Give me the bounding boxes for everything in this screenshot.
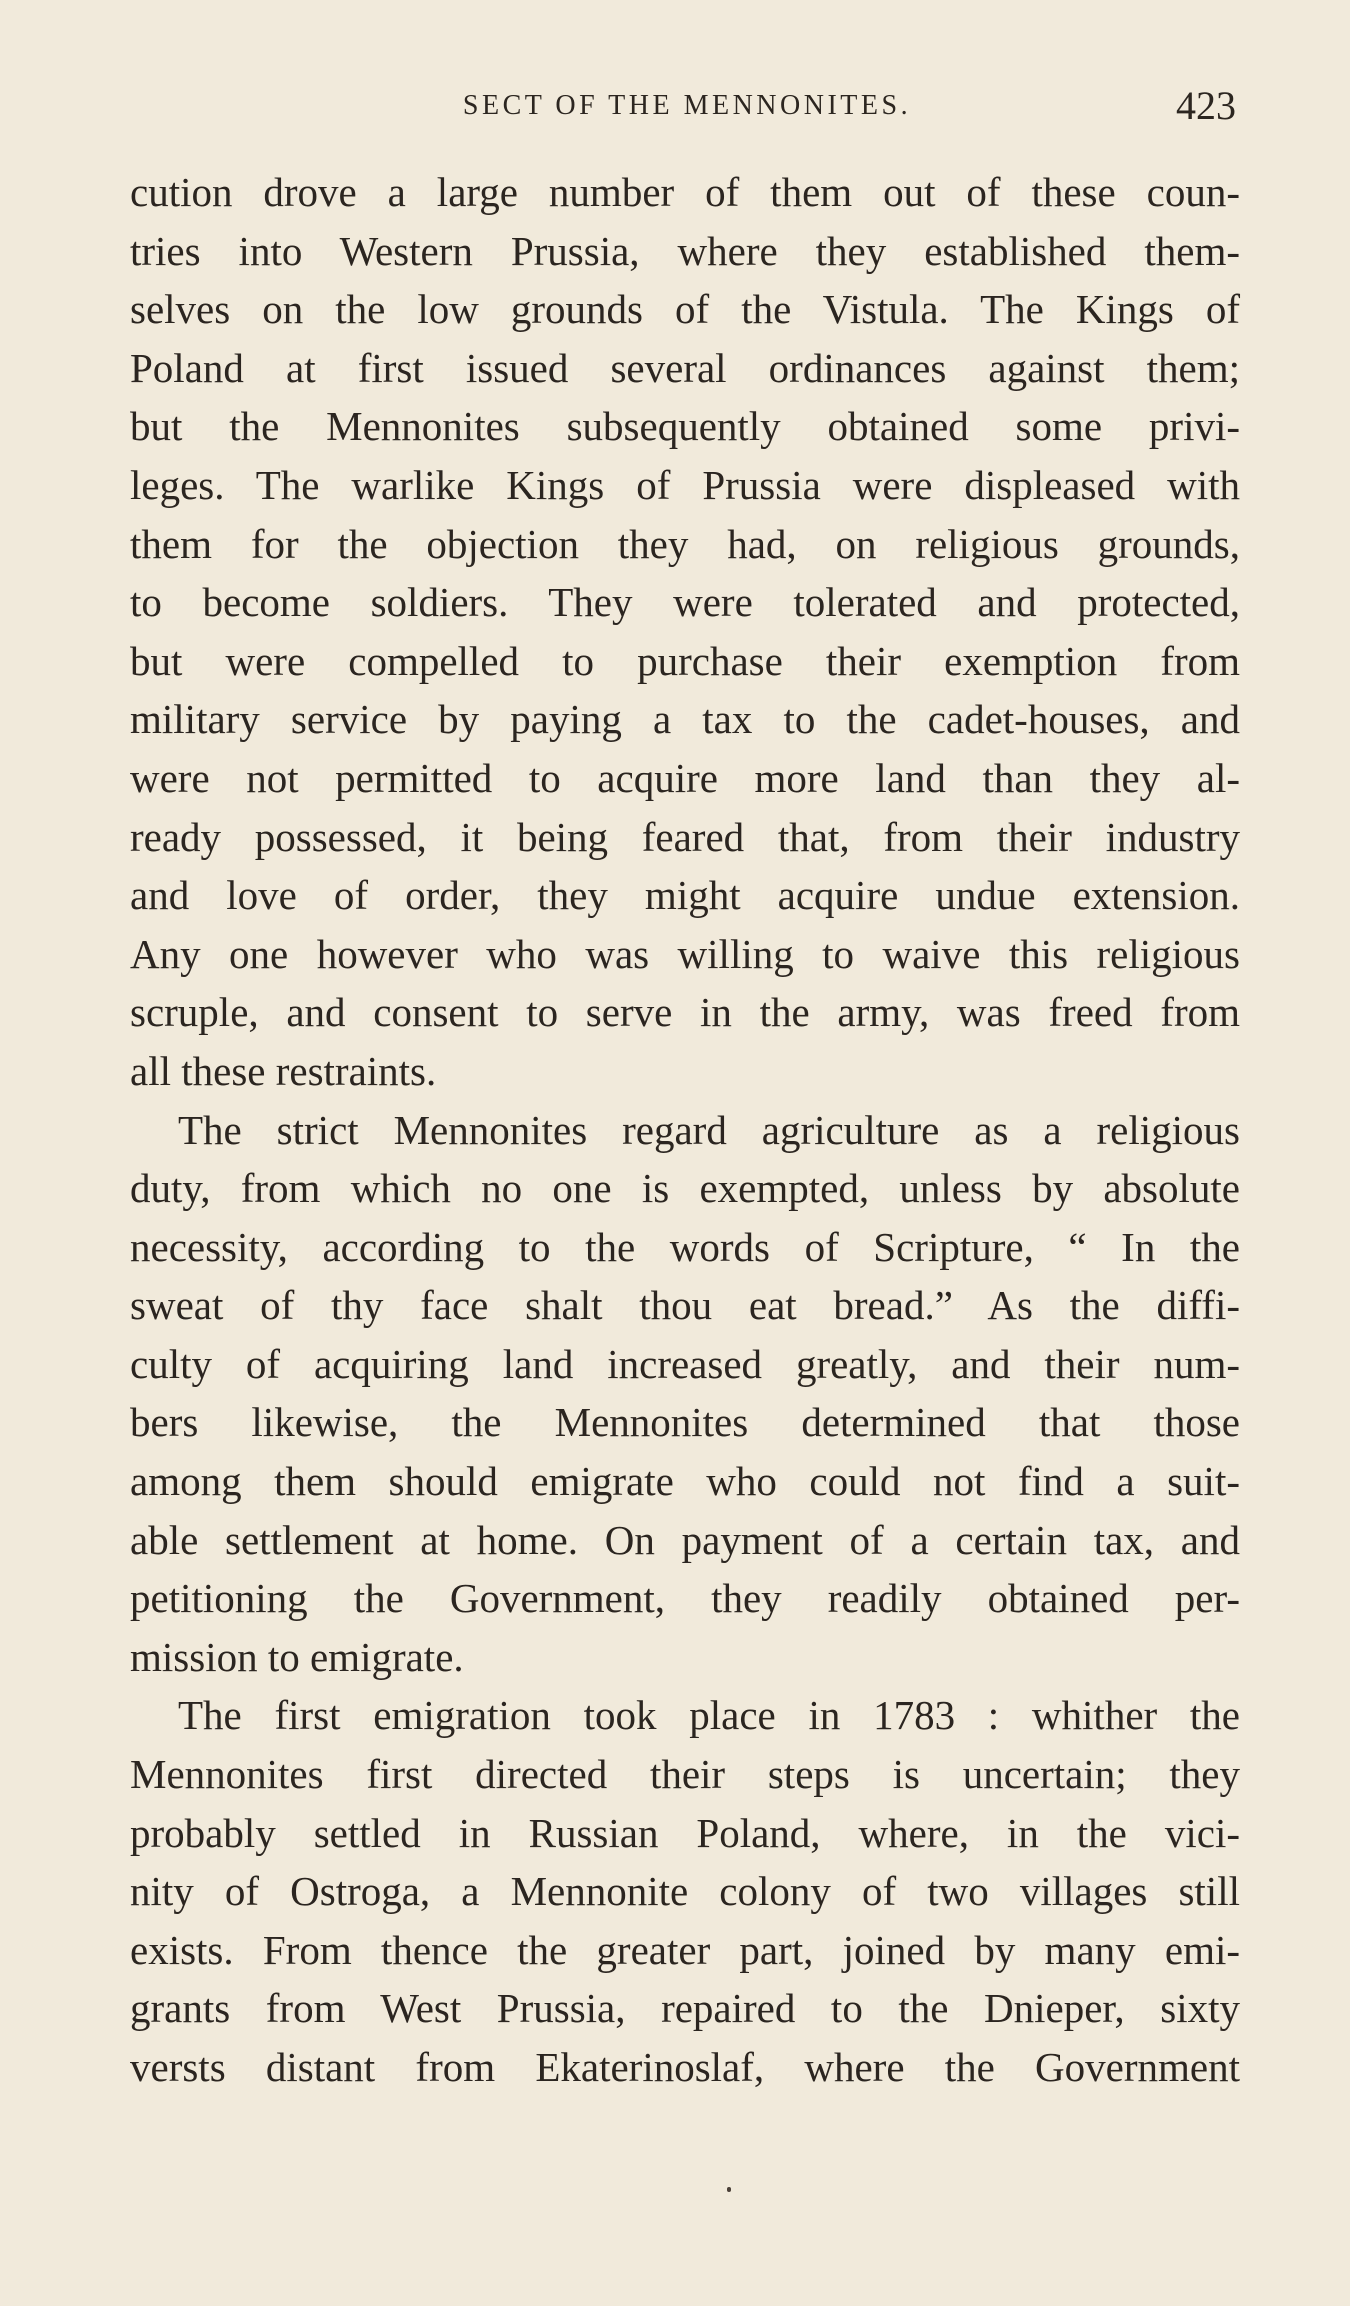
- body-text: [130, 163, 1240, 2097]
- text-line: among them should emigrate who could not find a suit-: [130, 1458, 1240, 1505]
- text-line: but the Mennonites subsequently obtained some privi-: [130, 403, 1240, 450]
- text-line: ready possessed, it being feared that, from their industry: [130, 813, 1240, 860]
- text-line: probably settled in Russian Poland, where, in the vici-: [130, 1809, 1240, 1856]
- text-line: scruple, and consent to serve in the army, was freed from: [130, 989, 1240, 1036]
- text-line: necessity, according to the words of Scripture, “ In the: [130, 1223, 1240, 1270]
- text-line: Mennonites first directed their steps is uncertain; they: [130, 1751, 1240, 1798]
- text-line: but were compelled to purchase their exemption from: [130, 637, 1240, 684]
- text-line: versts distant from Ekaterinoslaf, where the Government: [130, 2044, 1240, 2090]
- text-line: tries into Western Prussia, where they established them-: [130, 227, 1240, 274]
- text-line: them for the objection they had, on religious grounds,: [130, 520, 1240, 567]
- text-line: petitioning the Government, they readily obtained per-: [130, 1575, 1240, 1622]
- ink-speck: [727, 2187, 731, 2192]
- text-line: grants from West Prussia, repaired to the Dnieper, sixty: [130, 1985, 1240, 2032]
- text-line: exists. From thence the greater part, joined by many emi-: [130, 1926, 1240, 1973]
- text-line: able settlement at home. On payment of a certain tax, and: [130, 1516, 1240, 1563]
- text-line: The strict Mennonites regard agriculture as a religious: [178, 1106, 1240, 1153]
- text-line: sweat of thy face shalt thou eat bread.” As the diffi-: [130, 1282, 1240, 1329]
- text-line: Poland at first issued several ordinances against them;: [130, 344, 1240, 391]
- text-line: all these restraints.: [130, 1047, 437, 1094]
- text-line: and love of order, they might acquire undue extension.: [130, 872, 1240, 919]
- text-line: duty, from which no one is exempted, unless by absolute: [130, 1165, 1240, 1212]
- text-line: to become soldiers. They were tolerated and protected,: [130, 579, 1240, 626]
- page-number: 423: [1176, 83, 1236, 128]
- text-line: were not permitted to acquire more land than they al-: [130, 754, 1240, 801]
- text-line: The first emigration took place in 1783 : whither the: [178, 1692, 1240, 1739]
- text-line: Any one however who was willing to waive this religious: [130, 930, 1240, 977]
- text-line: military service by paying a tax to the cadet-houses, and: [130, 696, 1240, 743]
- text-line: mission to emigrate.: [130, 1633, 464, 1680]
- text-line: leges. The warlike Kings of Prussia were displeased with: [130, 461, 1240, 508]
- page-header: [132, 82, 1242, 128]
- text-line: nity of Ostroga, a Mennonite colony of two villages still: [130, 1868, 1240, 1915]
- text-line: cution drove a large number of them out of these coun-: [130, 169, 1240, 215]
- text-line: selves on the low grounds of the Vistula. The Kings of: [130, 286, 1240, 333]
- text-line: culty of acquiring land increased greatly, and their num-: [130, 1340, 1240, 1387]
- text-line: bers likewise, the Mennonites determined that those: [130, 1399, 1240, 1446]
- running-title: SECT OF THE MENNONITES.: [462, 90, 912, 121]
